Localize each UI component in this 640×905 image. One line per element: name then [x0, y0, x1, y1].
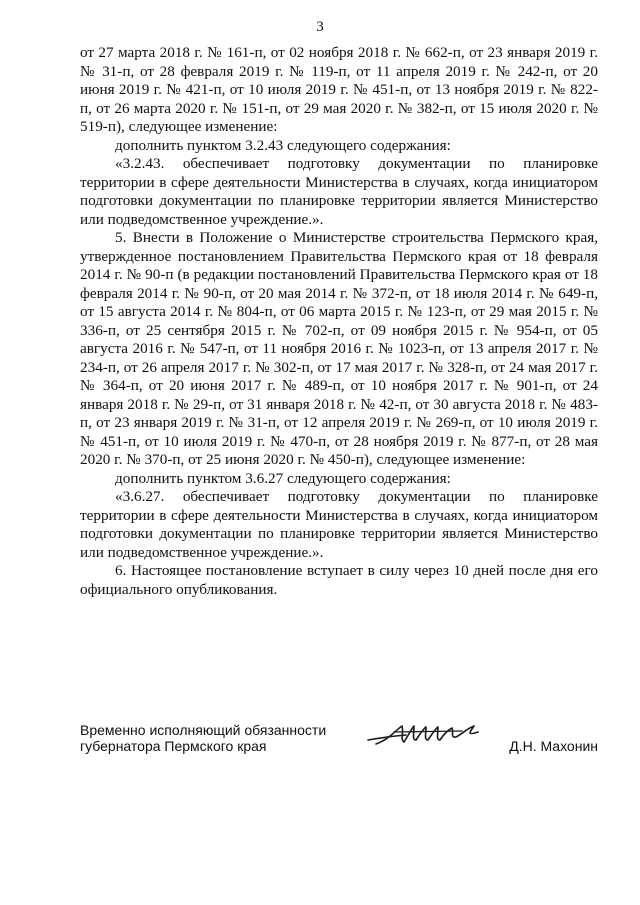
signatory-name: Д.Н. Махонин [509, 738, 598, 754]
signatory-position-line-2: губернатора Пермского края [80, 738, 267, 754]
handwritten-signature-icon [366, 718, 486, 752]
signature-block [80, 722, 598, 762]
paragraph-add-clause-3-6-27: дополнить пунктом 3.6.27 следующего содержания: [115, 469, 451, 487]
signatory-position-line-1: Временно исполняющий обязанности [80, 722, 327, 738]
paragraph-amendment-list-continued: от 27 марта 2018 г. № 161-п, от 02 ноября 2018 г. № 662-п, от 23 января 2019 г. № 31-п, от 28 февраля 2019 г. № 119-п, от 11 апреля 2019 г. № 242-п, от 20 июня 2019 г. № 421-п, от 10 июля 2019 г. № 451-п, от 13 ноября 2019 г. № 822-п, от 26 марта 2020 г. № 151-п, от 29 мая 2020 г. № 382-п, от 15 июля 2020 г. № 519-п), следующее изменение: [80, 44, 598, 135]
paragraph-item-6: 6. Настоящее постановление вступает в силу через 10 дней после дня его официального опубликования. [80, 562, 598, 598]
page-number: 3 [316, 19, 324, 35]
paragraph-add-clause-3-2-43: дополнить пунктом 3.2.43 следующего содержания: [115, 136, 451, 154]
paragraph-clause-3-2-43-text: «3.2.43. обеспечивает подготовку документации по планировке территории в сфере деятельности Министерства в случаях, когда инициатором подготовки документации по планировке территории является Министерство или подведомственное учреждение.». [80, 155, 598, 228]
document-body [80, 44, 598, 599]
paragraph-item-5: 5. Внести в Положение о Министерстве строительства Пермского края, утвержденное постановлением Правительства Пермского края от 18 февраля 2014 г. № 90-п (в редакции постановлений Правительства Пермского края от 18 февраля 2014 г. № 90-п, от 20 мая 2014 г. № 372-п, от 18 июля 2014 г. № 649-п, от 15 августа 2014 г. № 804-п, от 06 марта 2015 г. № 123-п, от 29 мая 2015 г. № 336-п, от 25 сентября 2015 г. № 702-п, от 09 ноября 2015 г. № 954-п, от 05 августа 2016 г. № 547-п, от 11 ноября 2016 г. № 1023-п, от 13 апреля 2017 г. № 234-п, от 26 апреля 2017 г. № 302-п, от 17 мая 2017 г. № 328-п, от 24 мая 2017 г. № 364-п, от 20 июня 2017 г. № 489-п, от 10 ноября 2017 г. № 901-п, от 24 января 2018 г. № 29-п, от 31 января 2018 г. № 42-п, от 30 августа 2018 г. № 483-п, от 23 января 2019 г. № 31-п, от 12 апреля 2019 г. № 269-п, от 10 июля 2019 г. № 451-п, от 10 июля 2019 г. № 470-п, от 28 ноября 2019 г. № 877-п, от 28 мая 2020 г. № 370-п, от 25 июня 2020 г. № 450-п), следующее изменение: [80, 229, 598, 468]
signatory-position [80, 722, 326, 754]
paragraph-clause-3-6-27-text: «3.6.27. обеспечивает подготовку документации по планировке территории в сфере деятельности Министерства в случаях, когда инициатором подготовки документации по планировке территории является Министерство или подведомственное учреждение.». [80, 488, 598, 561]
